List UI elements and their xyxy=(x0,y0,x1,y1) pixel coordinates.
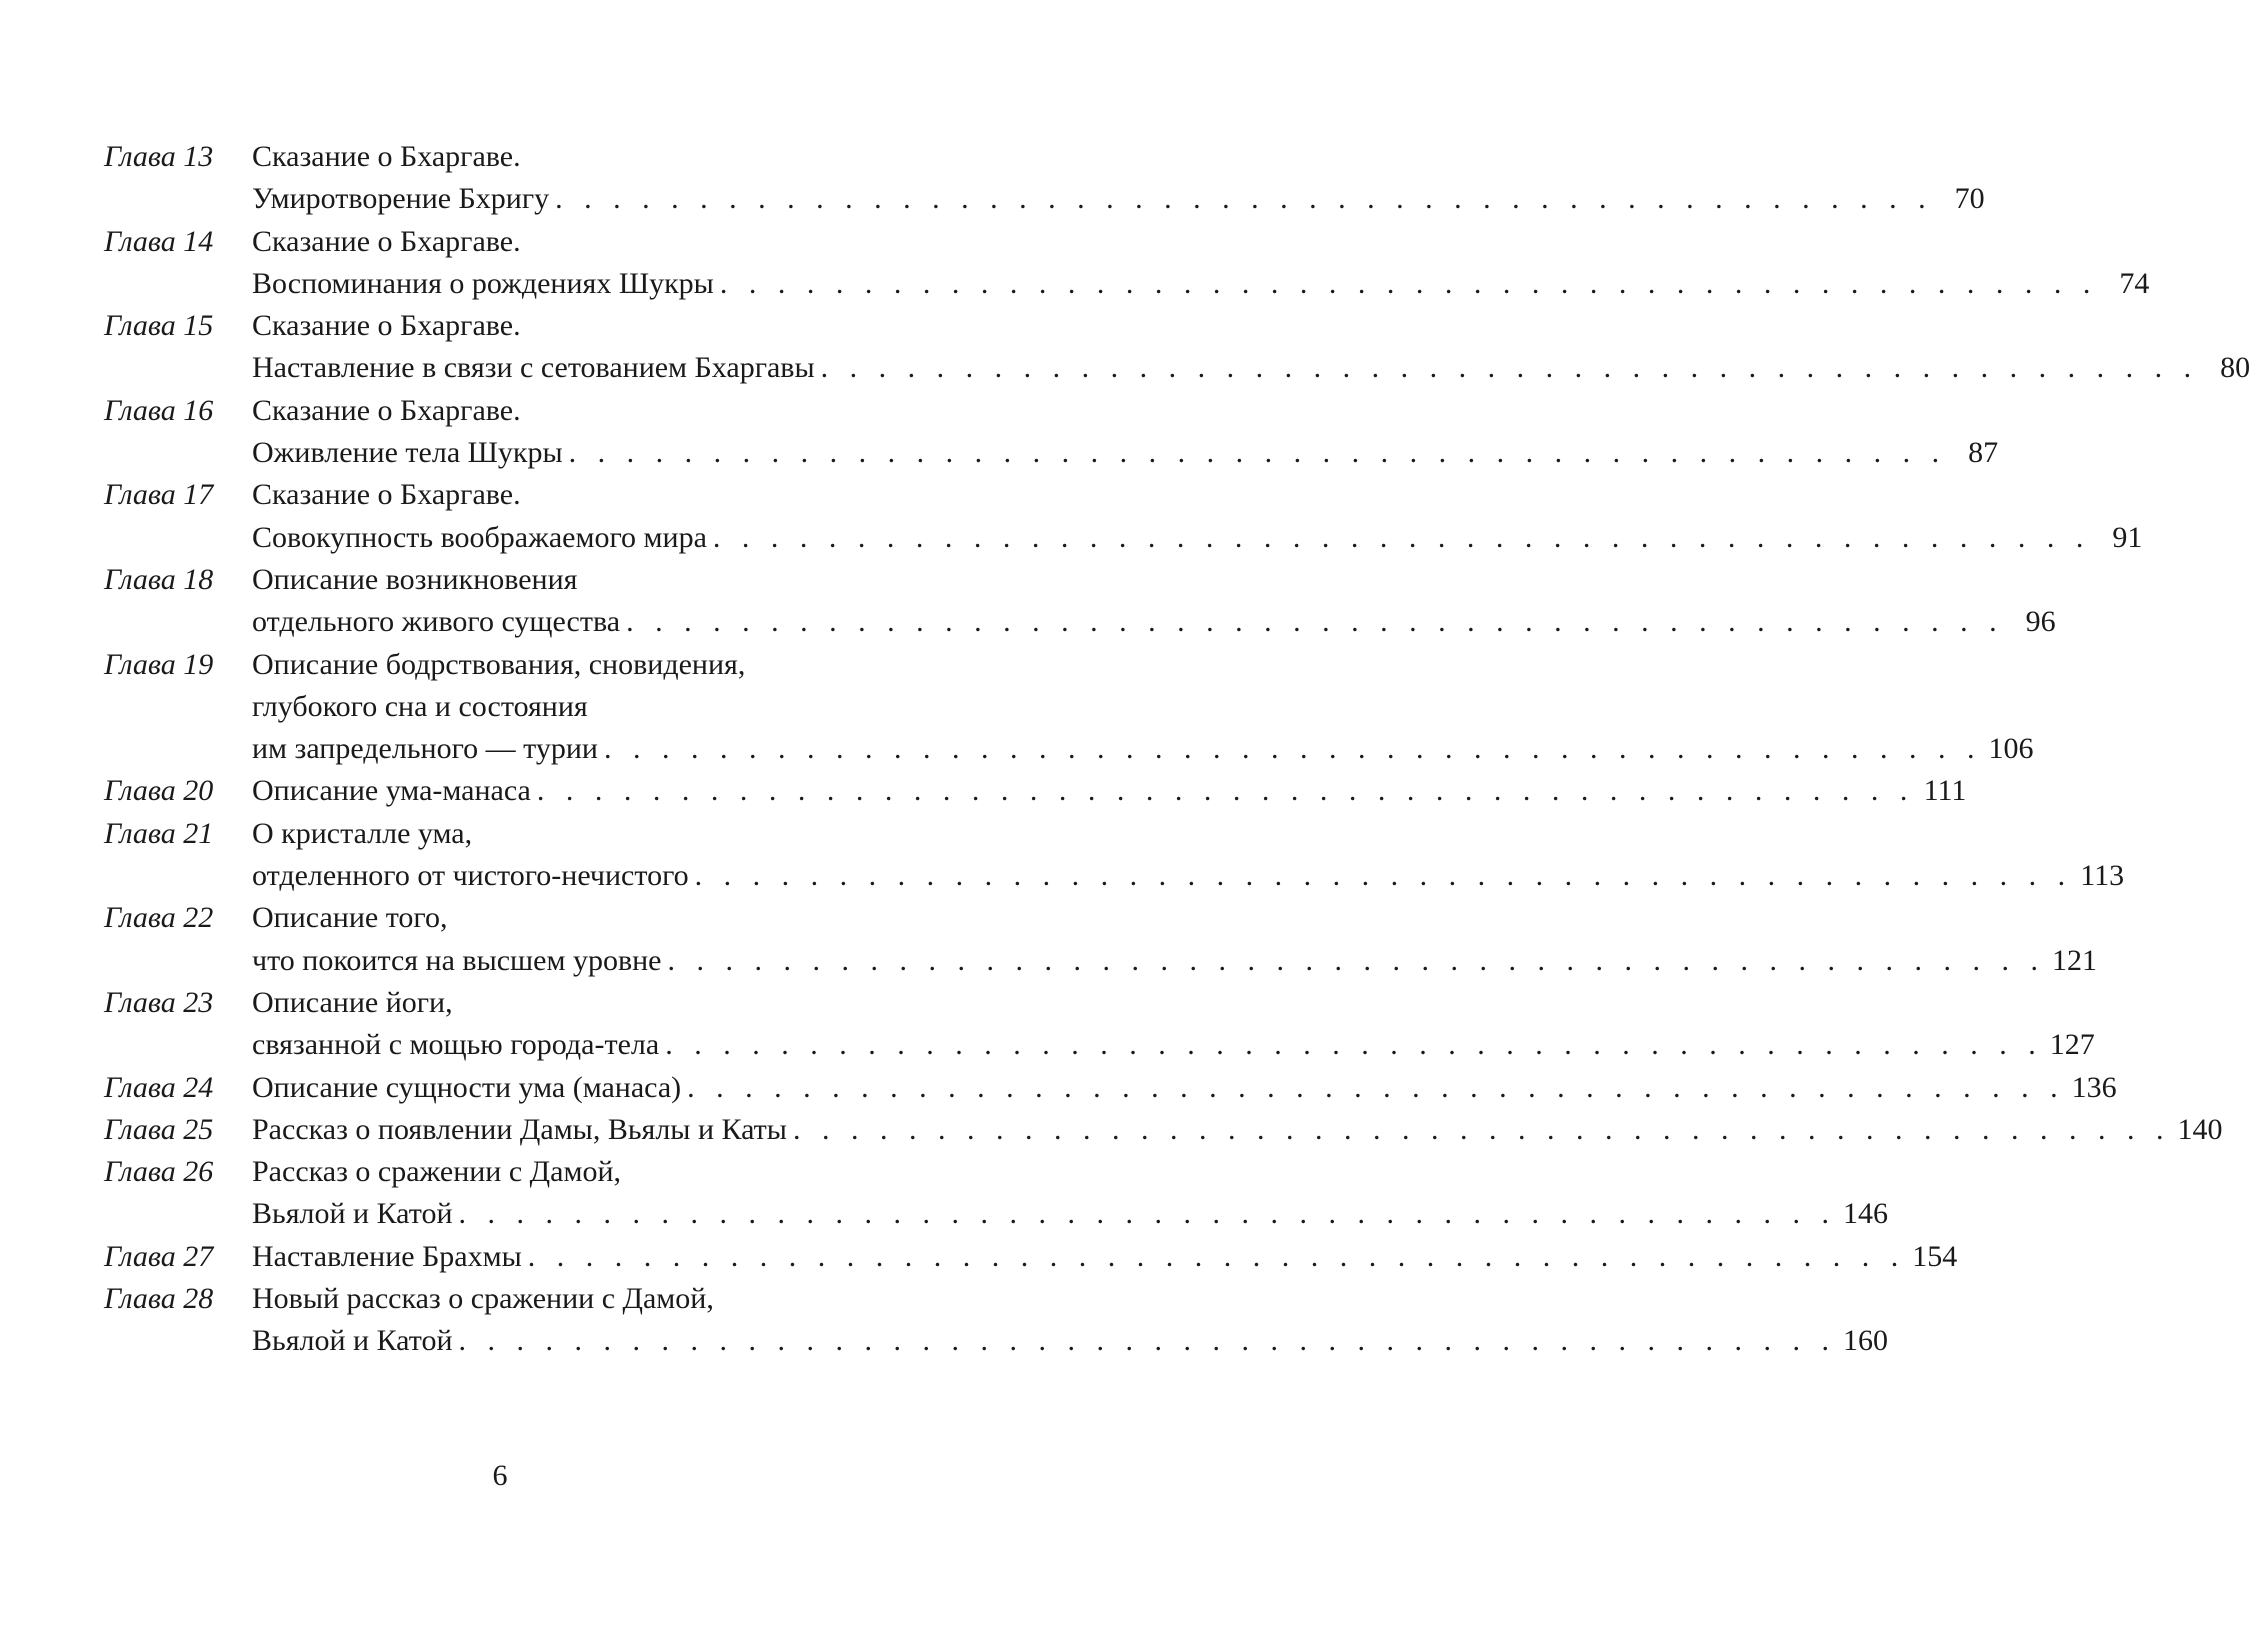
chapter-title xyxy=(252,305,2250,390)
title-line: Описание сущности ума (манаса) xyxy=(252,1070,682,1104)
title-line: Описание бодрствования, сновидения, xyxy=(252,647,746,681)
title-last-line xyxy=(252,1067,2117,1109)
page-ref: 111 xyxy=(1923,774,1967,808)
title-line: Описание того, xyxy=(252,901,448,935)
page-ref: 106 xyxy=(1988,732,2034,766)
chapter-label: Глава 19 xyxy=(104,647,214,681)
chapter-title xyxy=(252,644,2034,771)
page-ref: 154 xyxy=(1912,1239,1958,1273)
title-last-line xyxy=(252,770,1967,812)
title-last-line xyxy=(252,178,1985,220)
title-line: что покоится на высшем уровне xyxy=(252,943,662,977)
toc-entry xyxy=(104,390,1999,475)
title-last-line xyxy=(252,728,2034,770)
chapter-title xyxy=(252,474,2143,559)
title-line: отделенного от чистого-нечистого xyxy=(252,859,689,893)
dot-leader xyxy=(549,178,1933,220)
title-line: Сказание о Бхаргаве. xyxy=(252,478,521,512)
title-last-line xyxy=(252,1109,2223,1151)
dot-leader xyxy=(681,1067,2065,1109)
title-line: Сказание о Бхаргаве. xyxy=(252,309,521,343)
chapter-label: Глава 28 xyxy=(104,1282,214,1316)
page-ref: 127 xyxy=(2049,1028,2095,1062)
chapter-title xyxy=(252,813,2125,898)
title-line: Воспоминания о рождениях Шукры xyxy=(252,266,714,300)
chapter-title xyxy=(252,770,1967,812)
title-line: Описание возникновения xyxy=(252,562,578,596)
title-line: Новый рассказ о сражении с Дамой, xyxy=(252,1282,714,1316)
page-ref: 70 xyxy=(1954,182,1985,216)
chapter-label: Глава 17 xyxy=(104,478,214,512)
toc-entry xyxy=(104,813,2125,898)
title-last-line xyxy=(252,601,2056,643)
title-last-line xyxy=(252,940,2097,982)
page-ref: 80 xyxy=(2220,351,2250,385)
title-line: Наставление Брахмы xyxy=(252,1239,522,1273)
title-line: связанной с мощью города-тела xyxy=(252,1028,660,1062)
chapter-label: Глава 20 xyxy=(104,774,214,808)
page-ref: 91 xyxy=(2112,520,2143,554)
title-last-line xyxy=(252,263,2150,305)
dot-leader xyxy=(522,1236,1906,1278)
chapter-label: Глава 24 xyxy=(104,1070,214,1104)
chapter-label: Глава 26 xyxy=(104,1155,214,1189)
chapter-title xyxy=(252,136,1985,221)
title-line: Описание ума-манаса xyxy=(252,774,531,808)
dot-leader xyxy=(714,263,2098,305)
chapter-label: Глава 21 xyxy=(104,816,214,850)
toc-entry xyxy=(104,770,1967,812)
chapter-label: Глава 25 xyxy=(104,1112,214,1146)
toc-entry xyxy=(104,1151,1888,1236)
chapter-title xyxy=(252,982,2095,1067)
chapter-title xyxy=(252,1278,1888,1363)
table-of-contents xyxy=(104,136,2250,1363)
title-line: глубокого сна и состояния xyxy=(252,689,588,723)
dot-leader xyxy=(453,1193,1837,1235)
title-line: им запредельного — турии xyxy=(252,732,598,766)
dot-leader xyxy=(659,1024,2043,1066)
chapter-title xyxy=(252,1151,1888,1236)
toc-entry xyxy=(104,1236,1958,1278)
chapter-title xyxy=(252,1109,2223,1151)
title-line: Сказание о Бхаргаве. xyxy=(252,140,521,173)
dot-leader xyxy=(707,517,2091,559)
page-ref: 74 xyxy=(2119,266,2150,300)
title-line: Сказание о Бхаргаве. xyxy=(252,224,521,258)
title-last-line xyxy=(252,855,2125,897)
chapter-label: Глава 23 xyxy=(104,985,214,1019)
toc-entry xyxy=(104,1109,2223,1151)
chapter-label: Глава 27 xyxy=(104,1239,214,1273)
dot-leader xyxy=(662,940,2046,982)
title-last-line xyxy=(252,1320,1888,1362)
chapter-label: Глава 15 xyxy=(104,309,214,343)
chapter-title xyxy=(252,221,2150,306)
page-ref: 96 xyxy=(2025,605,2056,639)
title-last-line xyxy=(252,1193,1888,1235)
dot-leader xyxy=(620,601,2004,643)
toc-entry xyxy=(104,1067,2117,1109)
title-line: О кристалле ума, xyxy=(252,816,473,850)
chapter-label: Глава 16 xyxy=(104,393,214,427)
chapter-title xyxy=(252,390,1999,475)
title-line: Вьялой и Катой xyxy=(252,1324,453,1358)
dot-leader xyxy=(453,1320,1837,1362)
title-line: Сказание о Бхаргаве. xyxy=(252,393,521,427)
page-ref: 87 xyxy=(1968,436,1999,470)
toc-entry xyxy=(104,982,2095,1067)
page-ref: 146 xyxy=(1843,1197,1888,1231)
chapter-title xyxy=(252,1236,1958,1278)
toc-entry xyxy=(104,897,2097,982)
toc-entry xyxy=(104,474,2143,559)
title-last-line xyxy=(252,347,2250,389)
chapter-label: Глава 18 xyxy=(104,562,214,596)
dot-leader xyxy=(689,855,2073,897)
title-line: Оживление тела Шукры xyxy=(252,436,563,470)
title-last-line xyxy=(252,1024,2095,1066)
toc-entry xyxy=(104,559,2056,644)
title-line: Описание йоги, xyxy=(252,985,453,1019)
title-last-line xyxy=(252,432,1999,474)
page-ref: 140 xyxy=(2177,1112,2223,1146)
chapter-label: Глава 13 xyxy=(104,140,214,173)
dot-leader xyxy=(815,347,2199,389)
title-last-line xyxy=(252,1236,1958,1278)
title-line: Вьялой и Катой xyxy=(252,1197,453,1231)
page-ref: 160 xyxy=(1843,1324,1888,1358)
dot-leader xyxy=(563,432,1947,474)
title-line: Рассказ о сражении с Дамой, xyxy=(252,1155,621,1189)
title-line: Рассказ о появлении Дамы, Вьялы и Каты xyxy=(252,1112,787,1146)
chapter-label: Глава 22 xyxy=(104,901,214,935)
title-line: Умиротворение Бхригу xyxy=(252,182,550,216)
dot-leader xyxy=(531,770,1915,812)
toc-entry xyxy=(104,1278,1888,1363)
chapter-label: Глава 14 xyxy=(104,224,214,258)
toc-entry xyxy=(104,305,2250,390)
title-line: Совокупность воображаемого мира xyxy=(252,520,707,554)
title-line: Наставление в связи с сетованием Бхаргавы xyxy=(252,351,815,385)
toc-entry xyxy=(104,644,2034,771)
page-ref: 113 xyxy=(2080,859,2125,893)
toc-entry xyxy=(104,221,2150,306)
title-last-line xyxy=(252,517,2143,559)
page-number: 6 xyxy=(492,1459,508,1492)
page-ref: 121 xyxy=(2052,943,2097,977)
title-line: отдельного живого существа xyxy=(252,605,621,639)
dot-leader xyxy=(598,728,1982,770)
toc-entry xyxy=(104,136,1985,221)
chapter-title xyxy=(252,559,2056,644)
dot-leader xyxy=(787,1109,2171,1151)
page-ref: 136 xyxy=(2071,1070,2117,1104)
chapter-title xyxy=(252,897,2097,982)
chapter-title xyxy=(252,1067,2117,1109)
